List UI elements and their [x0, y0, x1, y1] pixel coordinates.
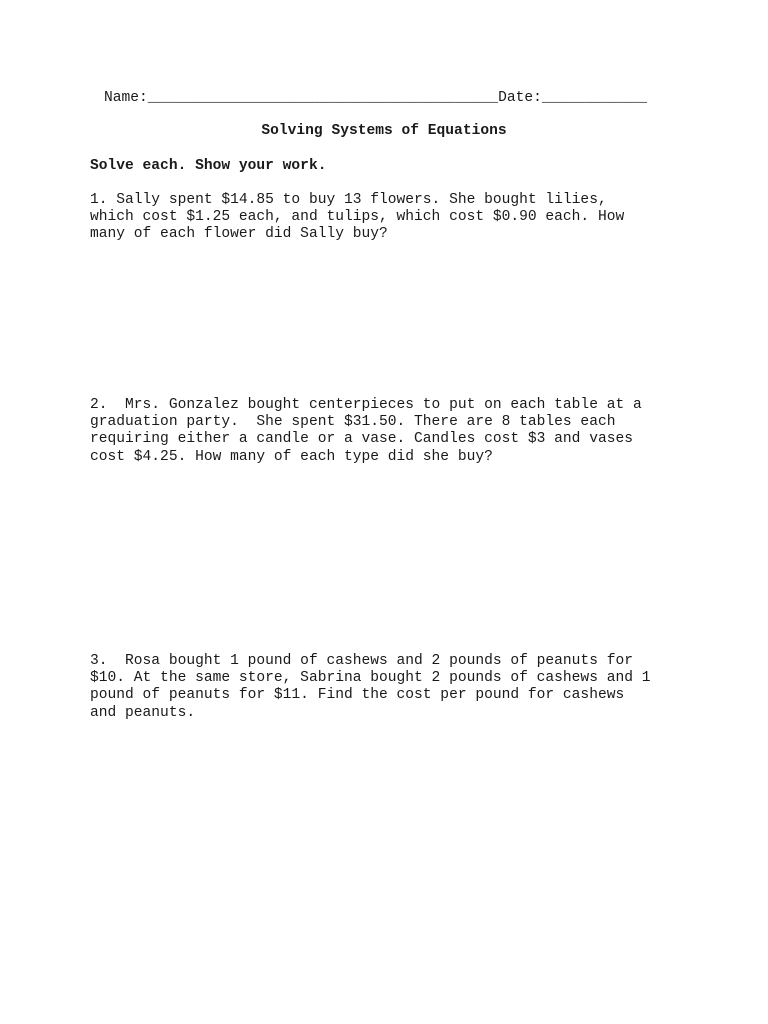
header-line — [104, 90, 647, 107]
name-label: Name: — [104, 90, 148, 106]
problem-1 — [90, 192, 690, 244]
date-blank: ____________ — [541, 90, 647, 106]
problem-line: cost $4.25. How many of each type did she buy? — [90, 448, 493, 465]
page-title-text: Solving Systems of Equations — [261, 123, 507, 139]
problem-line: 2. Mrs. Gonzalez bought centerpieces to put on each table at a — [90, 397, 642, 413]
page-title — [0, 123, 768, 140]
problem-line: which cost $1.25 each, and tulips, which cost $0.90 each. How — [90, 209, 625, 226]
problem-line: requiring either a candle or a vase. Candles cost $3 and vases — [90, 431, 633, 448]
problem-line: $10. At the same store, Sabrina bought 2 pounds of cashews and 1 — [90, 670, 651, 687]
instructions: Solve each. Show your work. — [90, 158, 327, 174]
problem-3 — [90, 653, 690, 722]
problem-line: graduation party. She spent $31.50. There are 8 tables each — [90, 414, 616, 431]
problem-line: pound of peanuts for $11. Find the cost per pound for cashews — [90, 687, 625, 704]
problem-line: and peanuts. — [90, 704, 196, 721]
problem-line: many of each flower did Sally buy? — [90, 226, 388, 243]
problem-line: 1. Sally spent $14.85 to buy 13 flowers. She bought lilies, — [90, 192, 607, 208]
problem-2 — [90, 397, 690, 466]
date-label: Date: — [498, 90, 542, 106]
name-blank: ________________________________________ — [147, 90, 499, 106]
problem-line: 3. Rosa bought 1 pound of cashews and 2 pounds of peanuts for — [90, 653, 633, 669]
